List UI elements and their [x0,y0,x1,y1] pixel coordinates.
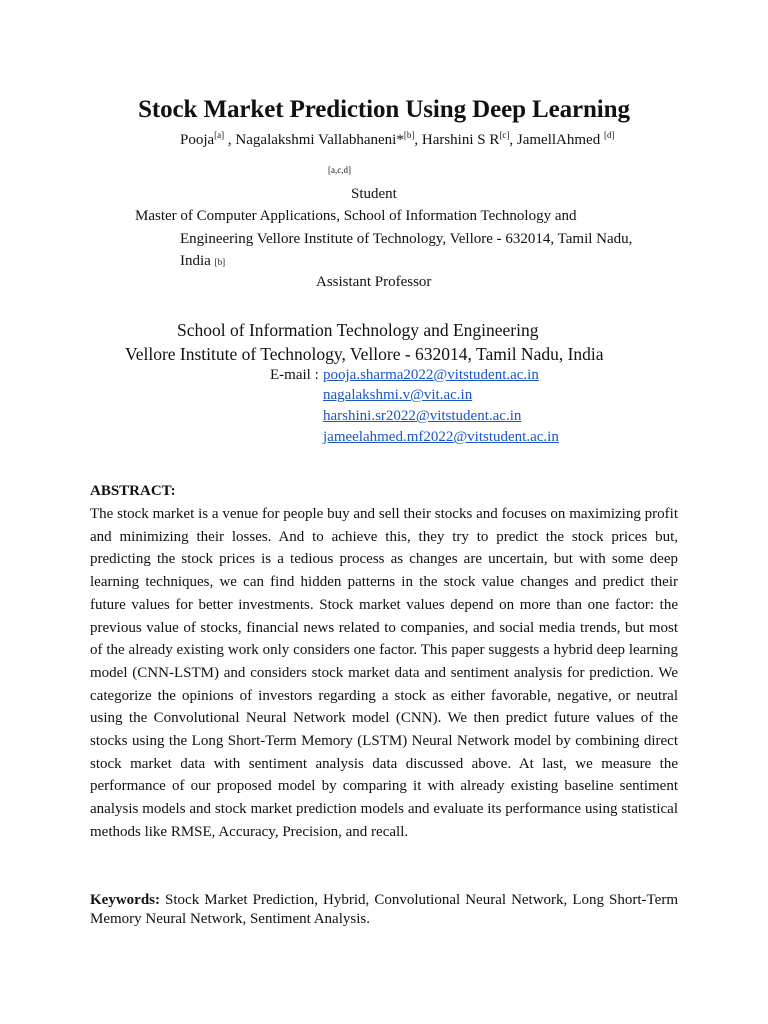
affiliation-role-student: Student [351,186,397,202]
abstract-body: The stock market is a venue for people buy and sell their stocks and focuses on maximizing profit and minimizing their losses. And to achieve this, they try to predict the stock prices but, predicting the stock prices is a tedious process as changes are uncertain, but with some deep learning techniques, we can find hidden patterns in the stock value changes and predict their future values for better investments. Stock market values depend on more than one factor: the previous value of stocks, financial news related to companies, and social media trends, but most of the already existing work only considers one factor. This paper suggests a hybrid deep learning model (CNN-LSTM) and considers stock market data and sentiment analysis for prediction. We categorize the opinions of investors regarding a stock as either favorable, negative, or neutral using the Convolutional Neural Network model (CNN). We then predict future values of the stocks using the Long Short-Term Memory (LSTM) Neural Network model by combining direct stock market data with sentiment analysis data discussed above. At last, we measure the performance of our proposed model by comparing it with already existing baseline sentiment analysis models and stock market prediction models and evaluate its performance using statistical methods like RMSE, Accuracy, Precision, and recall. [90,506,678,840]
affiliation-country: India [180,253,215,269]
email-label: E-mail : [270,367,319,383]
author-name: Pooja [180,132,215,148]
author-list [180,132,614,149]
author-mark: [d] [603,130,615,140]
keywords-section [90,891,678,929]
author-separator: , [509,132,517,148]
affiliation-line-1: Master of Computer Applications, School of Information Technology and [135,208,577,224]
email-link[interactable]: nagalakshmi.v@vit.ac.in [323,387,473,403]
school-line-1: School of Information Technology and Engineering [177,320,539,340]
author-mark: [b] [403,130,415,140]
email-link[interactable]: harshini.sr2022@vitstudent.ac.in [323,408,522,424]
author-name: Harshini S R [421,132,500,148]
email-link[interactable]: pooja.sharma2022@vitstudent.ac.in [323,367,539,383]
author-mark: [c] [499,130,510,140]
school-line-2: Vellore Institute of Technology, Vellore - 632014, Tamil Nadu, India [125,344,604,364]
email-link[interactable]: jameelahmed.mf2022@vitstudent.ac.in [323,429,559,445]
affiliation-role-professor: Assistant Professor [316,274,432,290]
keywords-text: Stock Market Prediction, Hybrid, Convolutional Neural Network, Long Short-Term Memory Neural Network, Sentiment Analysis. [90,892,678,927]
author-mark: [a] [214,130,225,140]
author-separator: , [224,132,236,148]
affiliation-mark: [a,c,d] [328,165,351,175]
affiliation-mark-b: [b] [214,257,226,267]
keywords-label: Keywords: [90,892,160,908]
paper-title: Stock Market Prediction Using Deep Learning [138,96,630,123]
author-name: Nagalakshmi Vallabhaneni* [235,132,404,148]
author-name: JamellAhmed [516,132,604,148]
affiliation-line-2: Engineering Vellore Institute of Technology, Vellore - 632014, Tamil Nadu, [180,231,633,247]
author-separator: , [414,132,422,148]
affiliation-line-3 [180,253,225,270]
abstract-heading: ABSTRACT: [90,483,176,499]
